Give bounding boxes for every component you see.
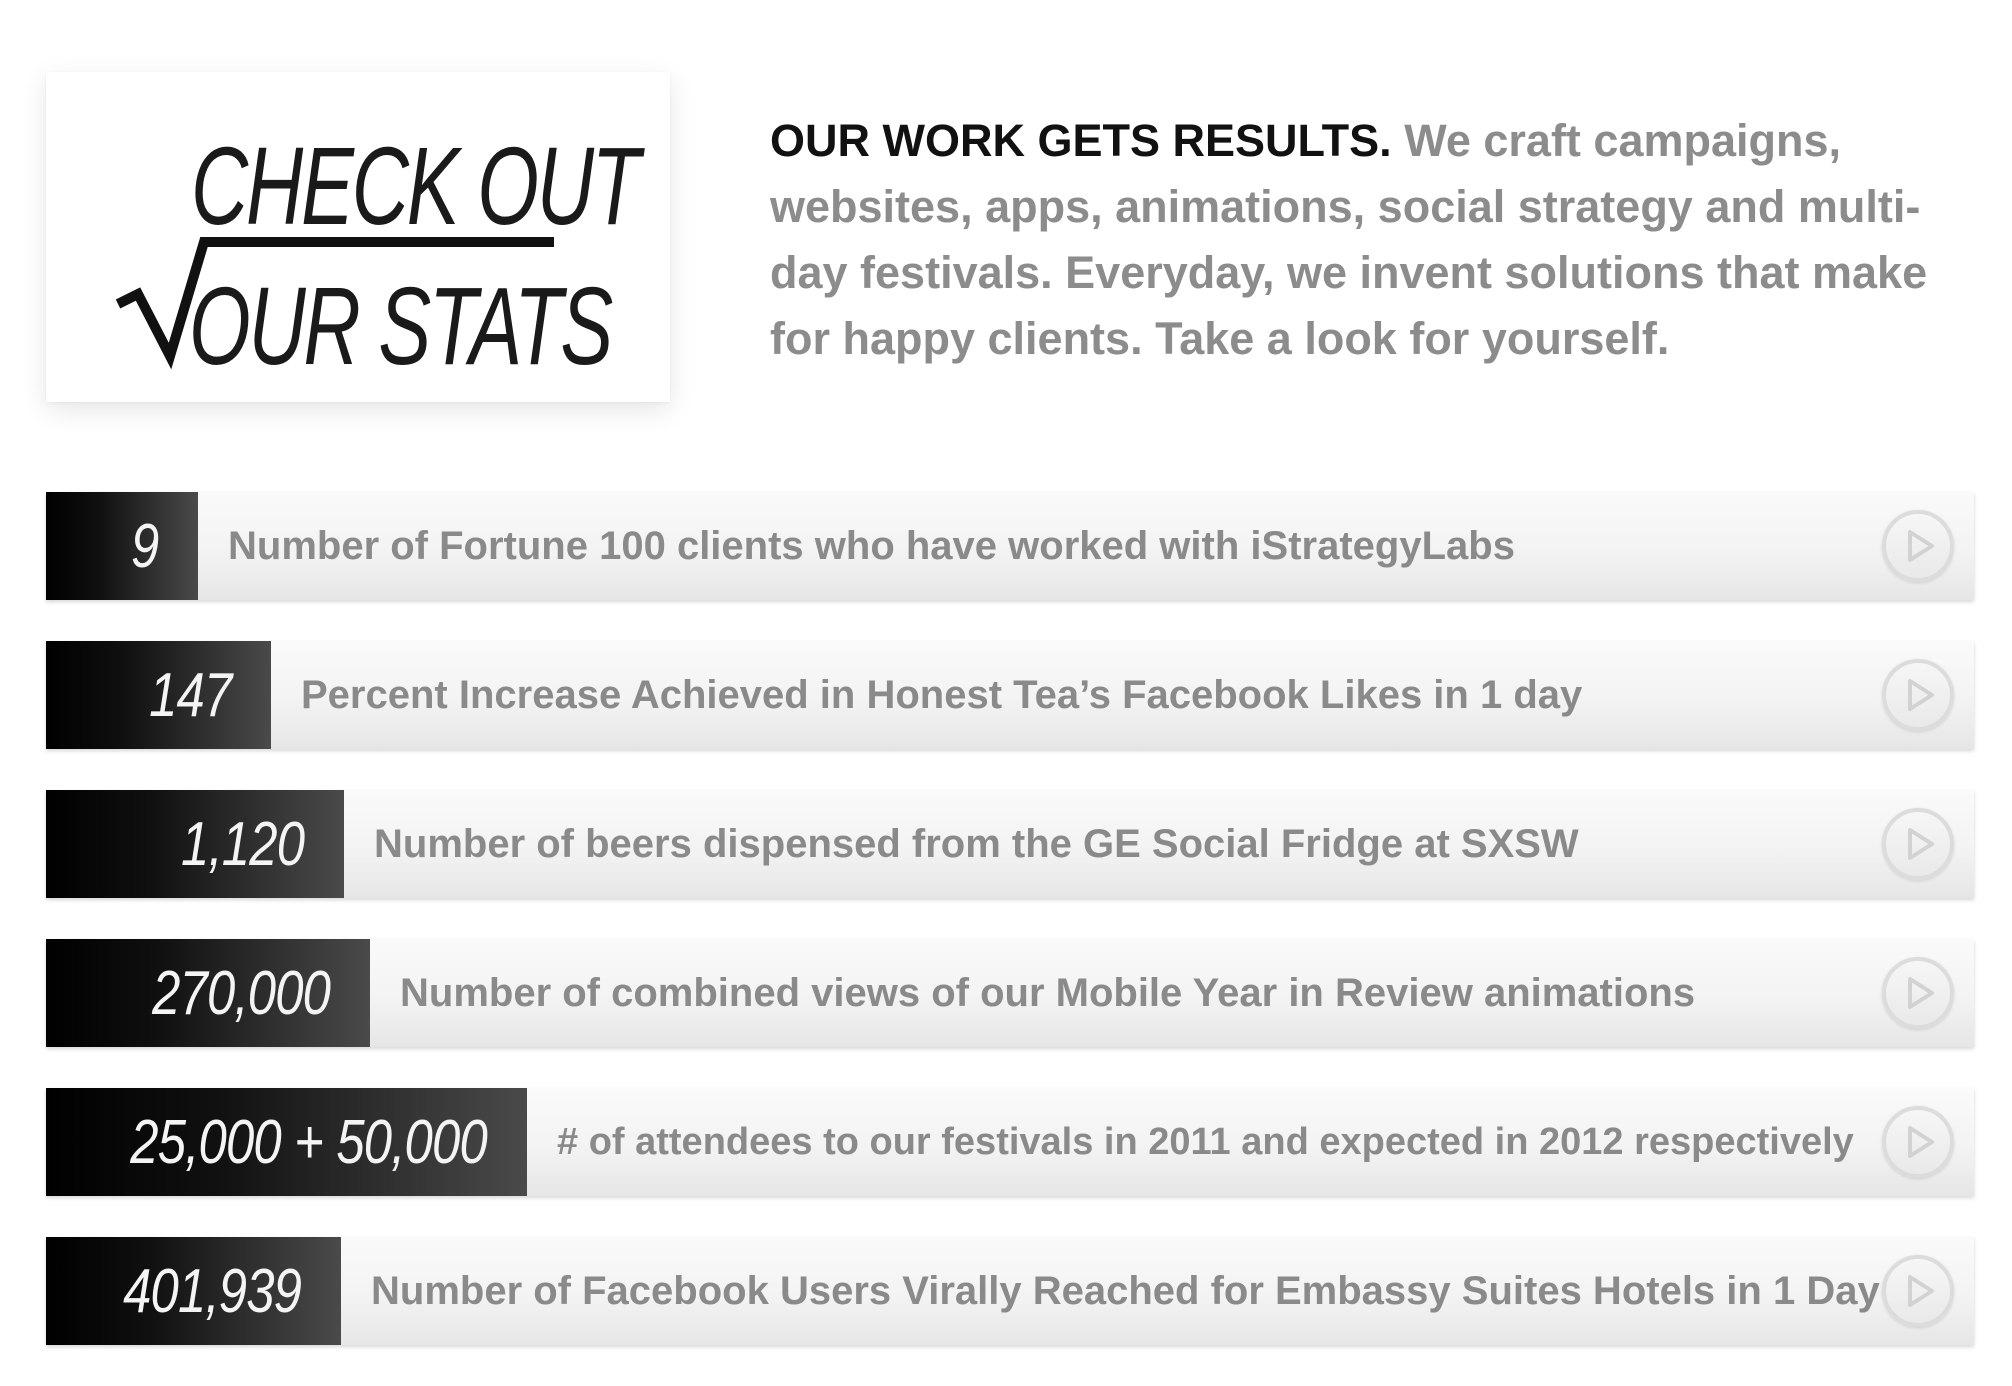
- stat-label: Number of combined views of our Mobile Year in Review animations: [400, 970, 1696, 1015]
- stat-row[interactable]: [46, 1237, 1974, 1345]
- stat-value: 9: [130, 511, 158, 581]
- stat-value: 270,000: [151, 958, 330, 1028]
- title-line-2: OUR STATS: [189, 265, 612, 388]
- stat-value-box: [46, 641, 271, 749]
- stat-row[interactable]: [46, 641, 1974, 749]
- play-circle-icon[interactable]: [1882, 1106, 1954, 1178]
- stat-value-box: [46, 1237, 341, 1345]
- stat-value-box: [46, 1088, 527, 1196]
- play-circle-icon[interactable]: [1882, 1255, 1954, 1327]
- stat-label: Number of Facebook Users Virally Reached for Embassy Suites Hotels in 1 Day: [371, 1268, 1880, 1313]
- intro-paragraph: [770, 108, 1990, 372]
- stat-row[interactable]: [46, 1088, 1974, 1196]
- stat-label: # of attendees to our festivals in 2011 and expected in 2012 respectively: [557, 1120, 1854, 1163]
- stat-value: 147: [148, 660, 231, 730]
- stat-value-box: [46, 939, 370, 1047]
- stat-row[interactable]: [46, 939, 1974, 1047]
- stat-row[interactable]: [46, 492, 1974, 600]
- stat-label: Number of Fortune 100 clients who have worked with iStrategyLabs: [228, 523, 1515, 568]
- play-circle-icon[interactable]: [1882, 808, 1954, 880]
- stat-value: 401,939: [122, 1256, 301, 1326]
- play-circle-icon[interactable]: [1882, 510, 1954, 582]
- play-circle-icon[interactable]: [1882, 957, 1954, 1029]
- stat-label: Percent Increase Achieved in Honest Tea’s Facebook Likes in 1 day: [301, 672, 1583, 717]
- stat-value-box: [46, 790, 344, 898]
- intro-body: We craft campaigns, websites, apps, animations, social strategy and multi-day festivals. Everyday, we invent solutions that make for happy clients. Take a look for yourself.: [770, 115, 1928, 364]
- play-circle-icon[interactable]: [1882, 659, 1954, 731]
- stat-label: Number of beers dispensed from the GE Social Fridge at SXSW: [374, 821, 1579, 866]
- stat-row[interactable]: [46, 790, 1974, 898]
- stats-title-card: [46, 72, 670, 402]
- stat-value: 1,120: [180, 809, 304, 879]
- stat-value: 25,000 + 50,000: [130, 1107, 487, 1177]
- title-line-1: CHECK OUT: [191, 125, 638, 248]
- intro-lead: OUR WORK GETS RESULTS.: [770, 115, 1392, 166]
- stat-value-box: [46, 492, 198, 600]
